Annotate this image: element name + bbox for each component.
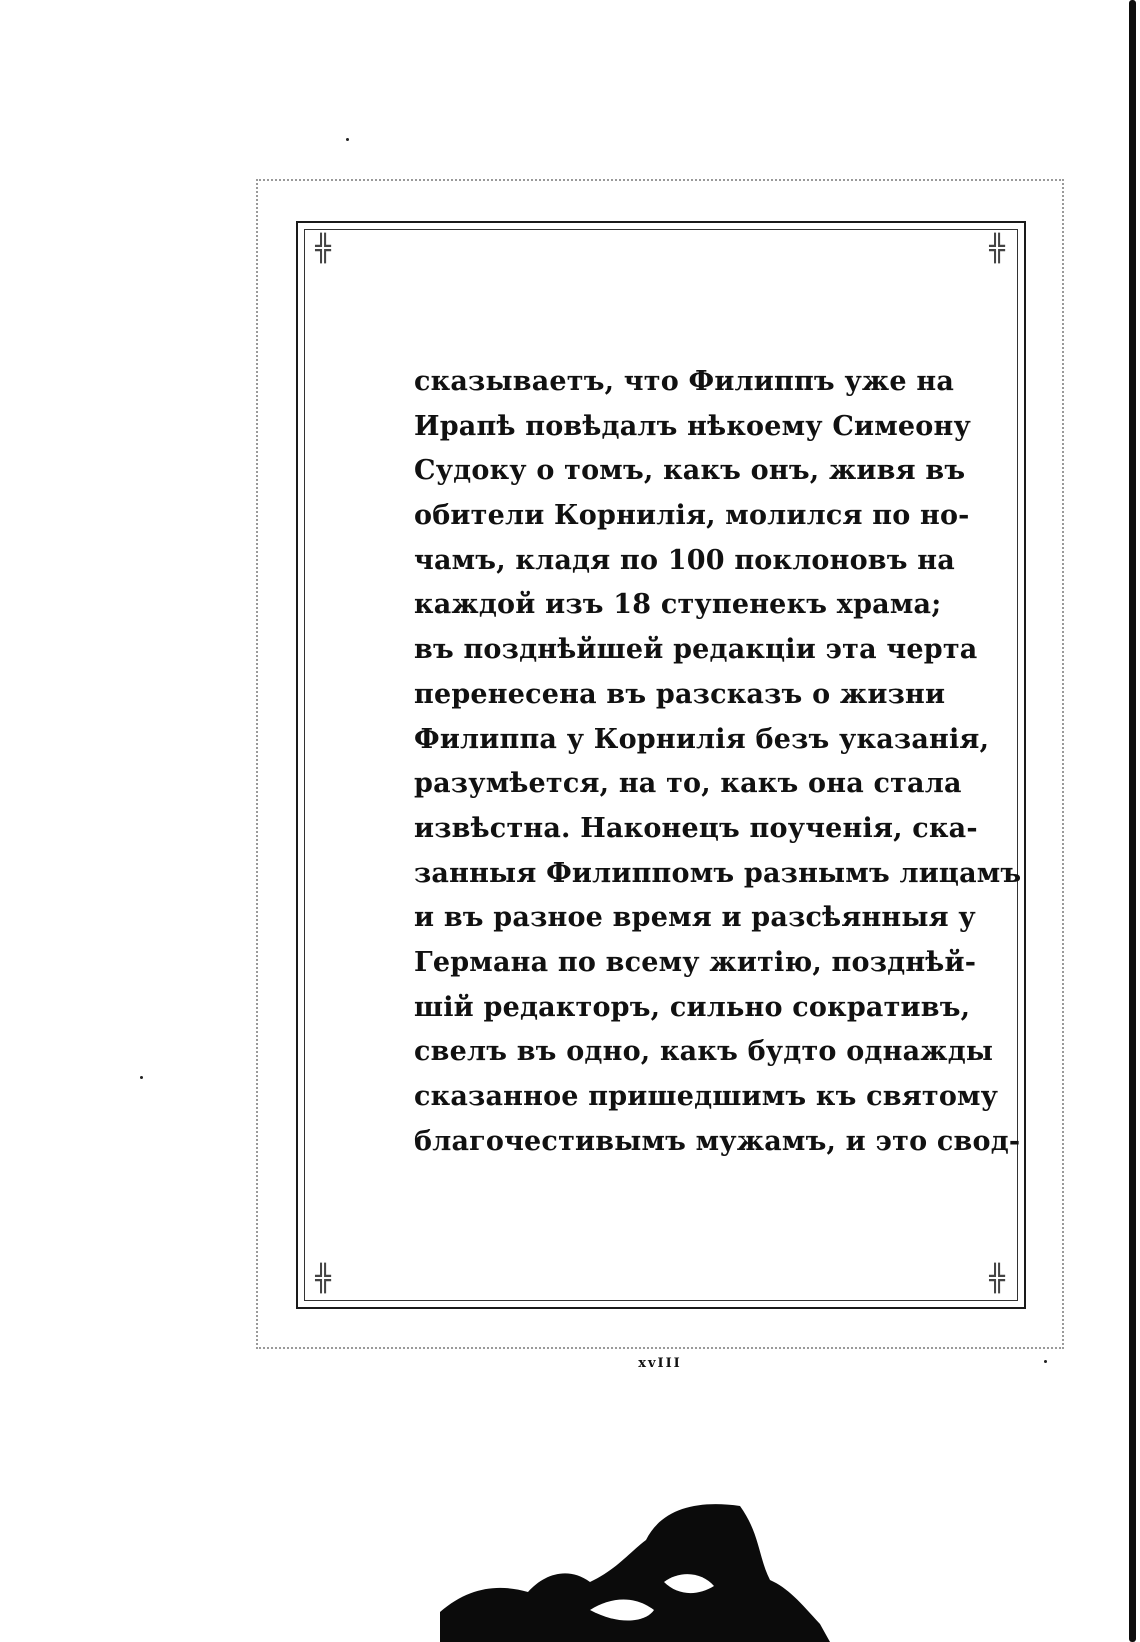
text-line: каждой изъ 18 ступенекъ храма; (414, 589, 942, 621)
text-line: благочестивымъ мужамъ, и это свод- (414, 1125, 1021, 1157)
text-line: чамъ, кладя по 100 поклоновъ на (414, 544, 955, 576)
text-line: и въ разное время и разсѣянныя у (414, 902, 976, 934)
text-line: шій редакторъ, сильно сокративъ, (414, 991, 971, 1023)
text-line: сказанное пришедшимъ къ святому (414, 1081, 999, 1112)
text-line: Судоку о томъ, какъ онъ, живя въ (414, 455, 966, 487)
text-line: занныя Филиппомъ разнымъ лицамъ (414, 857, 1022, 889)
corner-ornament-icon: ╬ (315, 1264, 331, 1294)
text-line: Филиппа у Корнилія безъ указанія, (414, 723, 990, 755)
text-line: обители Корнилія, молился по но- (414, 500, 970, 532)
book-spine-edge (1129, 0, 1136, 1642)
text-line: извѣстна. Наконецъ поученія, ска- (414, 812, 978, 844)
corner-ornament-icon: ╬ (989, 234, 1005, 264)
page-folio: xvIII (638, 1356, 682, 1371)
text-line: свелъ въ одно, какъ будто однажды (414, 1036, 994, 1068)
text-line: перенесена въ разсказъ о жизни (414, 678, 946, 710)
text-line: въ позднѣйшей редакціи эта черта (414, 634, 978, 666)
corner-ornament-icon: ╬ (315, 234, 331, 264)
text-line: Германа по всему житію, позднѣй- (414, 946, 977, 978)
text-line: сказываетъ, что Филиппъ уже на (414, 366, 955, 397)
body-text (414, 360, 1022, 1164)
scan-speck (140, 1076, 143, 1079)
scan-speck (1044, 1360, 1047, 1363)
text-line: Ирапѣ повѣдалъ нѣкоему Симеону (414, 410, 971, 442)
scan-speck (346, 138, 349, 141)
corner-ornament-icon: ╬ (989, 1264, 1005, 1294)
text-line: разумѣется, на то, какъ она стала (414, 768, 962, 800)
scan-artifact-shape (440, 1500, 900, 1642)
